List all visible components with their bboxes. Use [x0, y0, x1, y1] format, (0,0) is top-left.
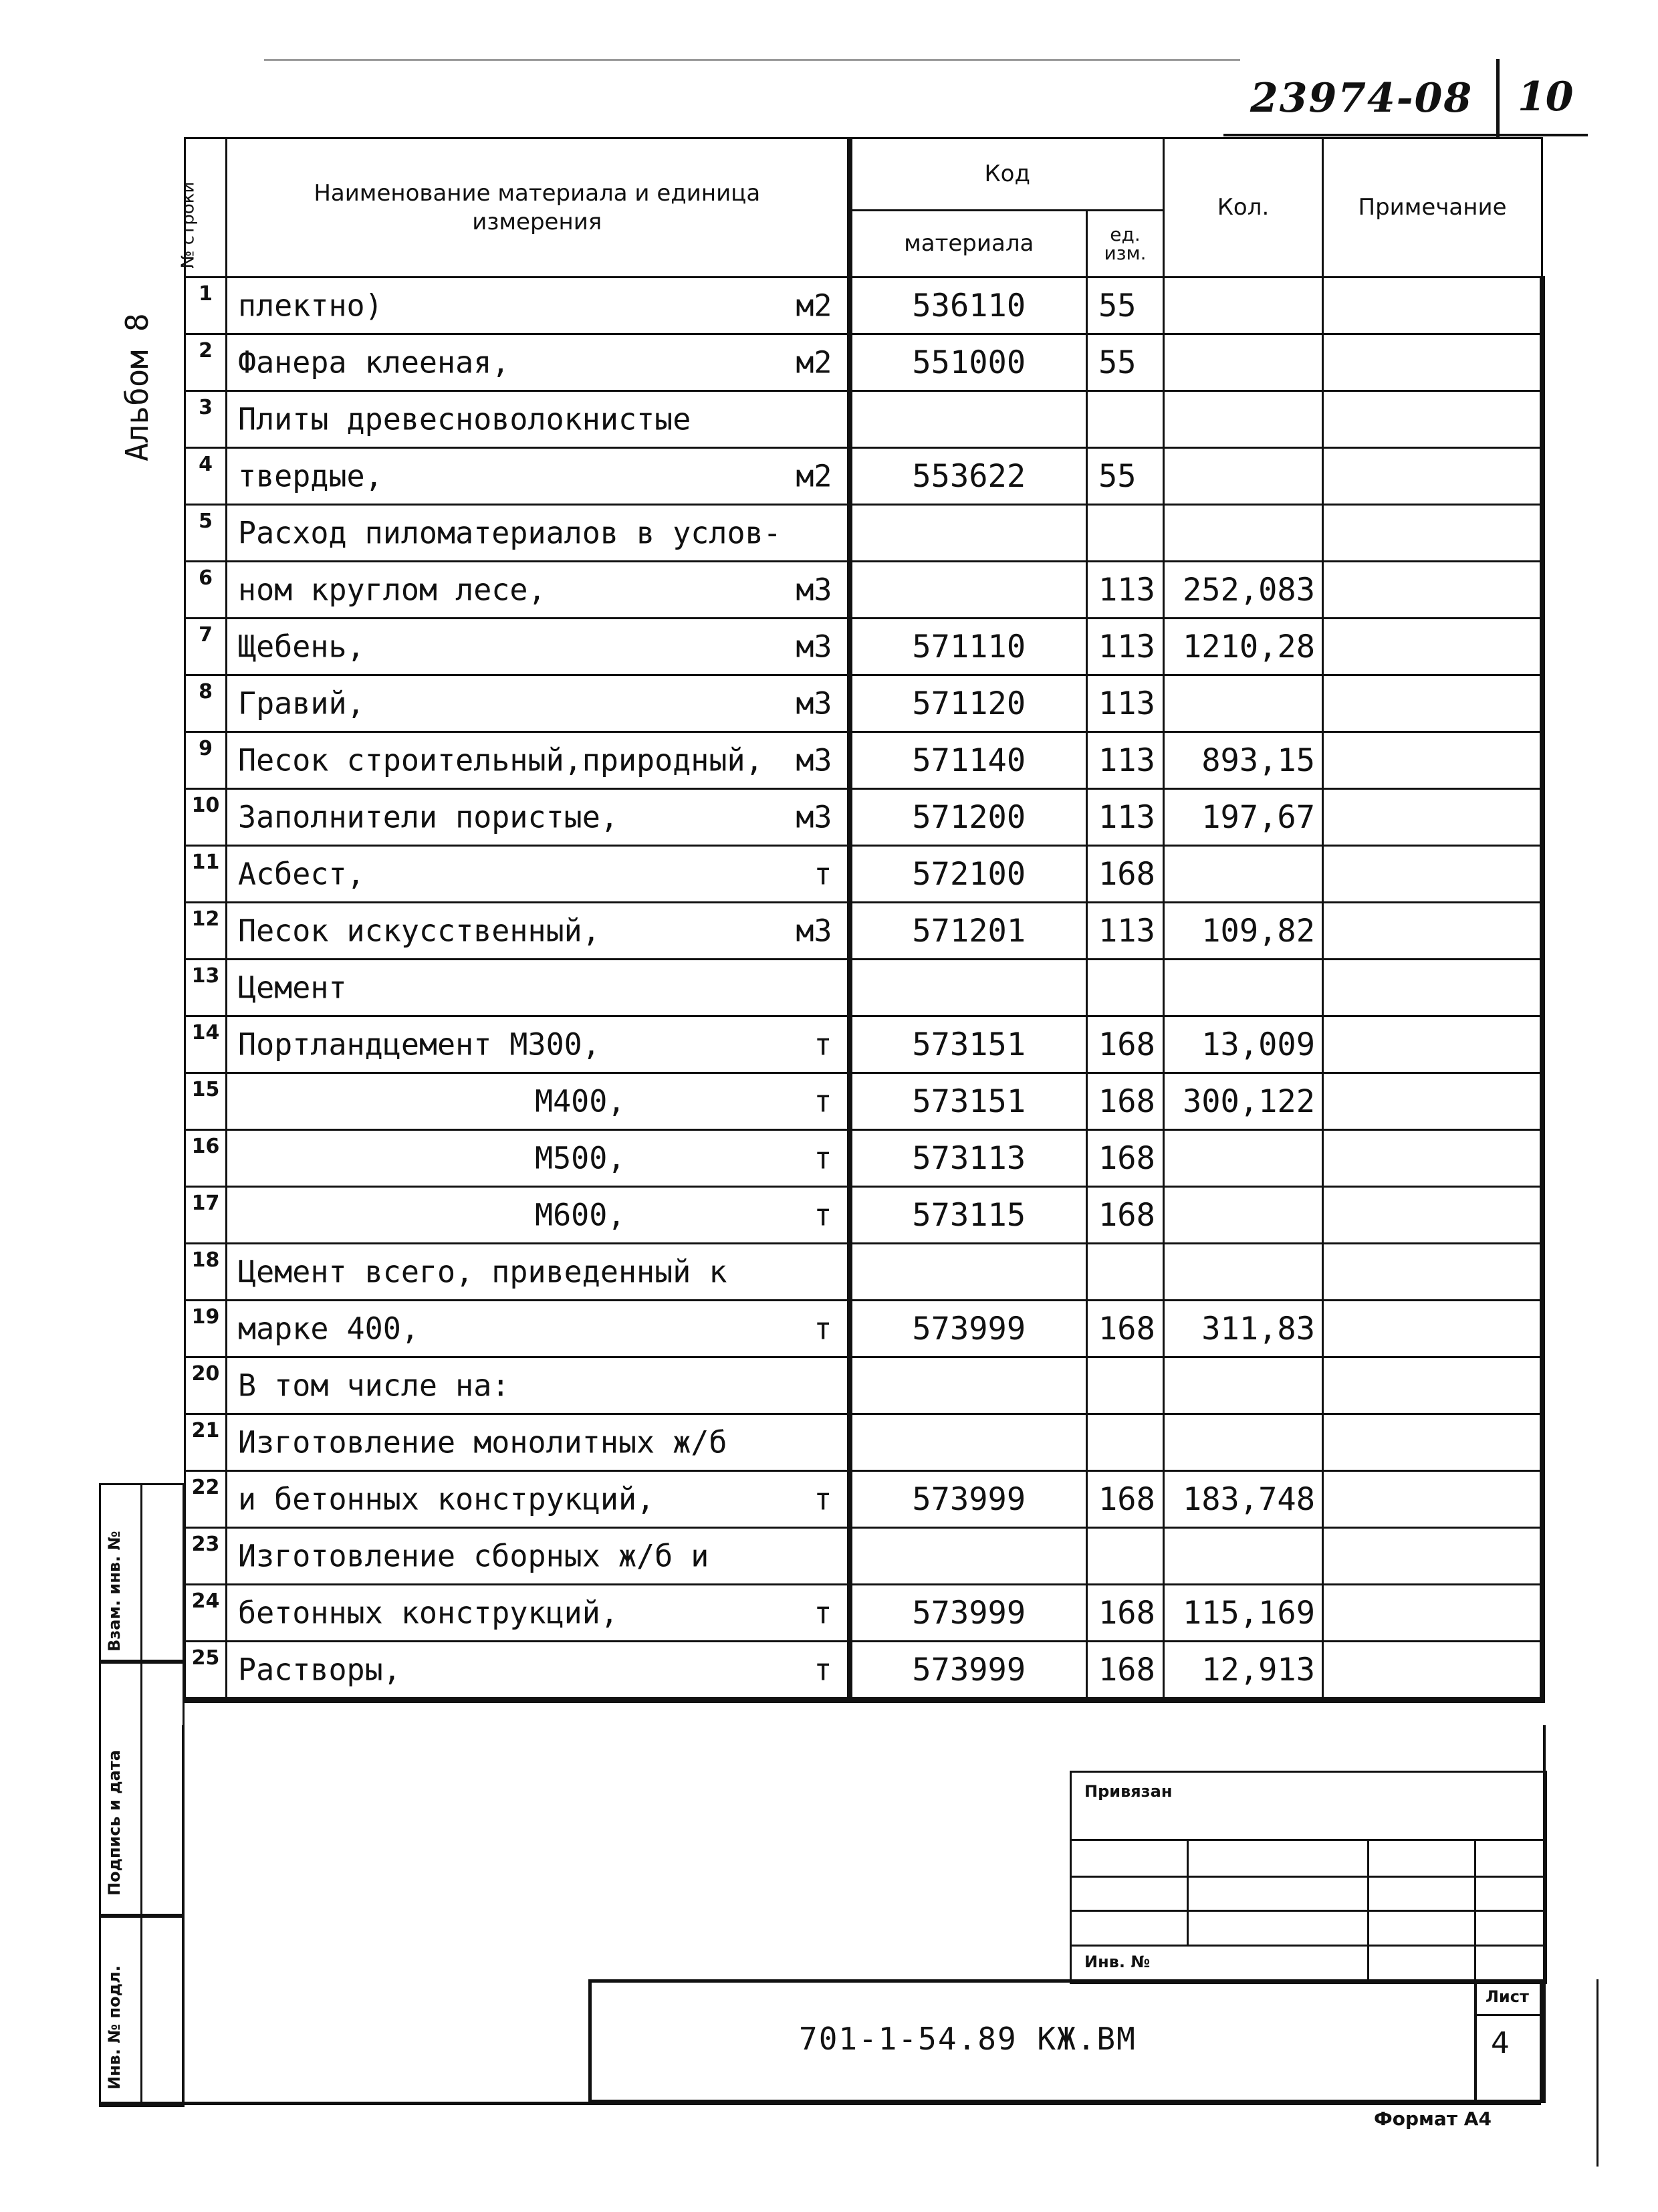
note [1323, 448, 1542, 505]
material-name-cell [227, 1187, 850, 1244]
table-row [185, 448, 1542, 505]
table-row [185, 1471, 1542, 1528]
material-name: Растворы, [238, 1652, 401, 1688]
format-label: Формат А4 [1374, 2108, 1492, 2130]
material-unit: м3 [796, 913, 832, 949]
table-body [185, 278, 1542, 1700]
strip-label-inv: Инв. № подл. [105, 1965, 124, 2090]
table-row [185, 562, 1542, 619]
row-number: 4 [185, 448, 227, 505]
material-code: 573115 [850, 1187, 1087, 1244]
privyazan-line-1 [1070, 1839, 1543, 1841]
quantity [1164, 846, 1323, 903]
quantity [1164, 505, 1323, 562]
strip-label-podpis: Подпись и дата [105, 1750, 124, 1896]
designation-text: 701-1-54.89 КЖ.ВМ [799, 2021, 1137, 2057]
col-header-code-material: материала [850, 211, 1087, 278]
row-number: 20 [185, 1357, 227, 1414]
table-row [185, 960, 1542, 1016]
col-header-code: Код [850, 138, 1164, 211]
quantity [1164, 1187, 1323, 1244]
quantity: 13,009 [1164, 1016, 1323, 1073]
material-name-cell [227, 562, 850, 619]
material-name: М500, [535, 1140, 626, 1176]
privyazan-col-1 [1187, 1839, 1189, 1946]
note [1323, 1585, 1542, 1642]
material-code: 551000 [850, 334, 1087, 391]
material-code: 572100 [850, 846, 1087, 903]
note [1323, 960, 1542, 1016]
unit-code: 113 [1087, 903, 1164, 960]
material-name: бетонных конструкций, [238, 1595, 618, 1631]
table-row [185, 903, 1542, 960]
row-number: 24 [185, 1585, 227, 1642]
table-row [185, 1187, 1542, 1244]
row-number: 9 [185, 732, 227, 789]
table-row [185, 391, 1542, 448]
note [1323, 846, 1542, 903]
table-row [185, 789, 1542, 846]
row-number: 2 [185, 334, 227, 391]
material-code: 536110 [850, 278, 1087, 334]
row-number: 10 [185, 789, 227, 846]
material-code [850, 1528, 1087, 1585]
note [1323, 1528, 1542, 1585]
strip-label-vzam: Взам. инв. № [105, 1531, 124, 1652]
material-name-cell [227, 448, 850, 505]
material-code: 573999 [850, 1301, 1087, 1357]
unit-code: 168 [1087, 1073, 1164, 1130]
note [1323, 1244, 1542, 1301]
row-number: 6 [185, 562, 227, 619]
table-row [185, 1244, 1542, 1301]
material-code: 573151 [850, 1073, 1087, 1130]
material-name-cell [227, 1642, 850, 1700]
material-code: 571120 [850, 675, 1087, 732]
material-unit: т [814, 1311, 832, 1347]
material-name: Портландцемент М300, [238, 1026, 600, 1063]
note [1323, 391, 1542, 448]
row-number: 23 [185, 1528, 227, 1585]
col-header-qty: Кол. [1164, 138, 1323, 278]
quantity: 1210,28 [1164, 619, 1323, 675]
unit-code [1087, 1414, 1164, 1471]
material-code [850, 391, 1087, 448]
row-number: 19 [185, 1301, 227, 1357]
privyazan-line-4 [1070, 1945, 1543, 1947]
note [1323, 1187, 1542, 1244]
quantity [1164, 1357, 1323, 1414]
table-row [185, 1016, 1542, 1073]
material-unit: т [814, 1595, 832, 1631]
quantity [1164, 1414, 1323, 1471]
material-name: Фанера клееная, [238, 344, 510, 380]
unit-code: 113 [1087, 675, 1164, 732]
unit-code: 168 [1087, 1130, 1164, 1187]
material-name-cell [227, 1471, 850, 1528]
material-name: Плиты древесноволокнистые [238, 401, 691, 437]
left-strip-divider [140, 1483, 142, 2103]
table-row [185, 505, 1542, 562]
note [1323, 1357, 1542, 1414]
row-number: 17 [185, 1187, 227, 1244]
material-unit: т [814, 1083, 832, 1119]
table-row [185, 1585, 1542, 1642]
material-name: плектно) [238, 288, 383, 324]
table-row [185, 1642, 1542, 1700]
material-code: 571140 [850, 732, 1087, 789]
unit-code: 168 [1087, 1585, 1164, 1642]
privyazan-line-2 [1070, 1876, 1543, 1878]
material-name: Песок строительный,природный, [238, 742, 763, 778]
quantity [1164, 1130, 1323, 1187]
note [1323, 1642, 1542, 1700]
designation-divider [1474, 1979, 1477, 2103]
material-name: Цемент всего, приведенный к [238, 1254, 727, 1290]
material-name: Изготовление сборных ж/б и [238, 1538, 709, 1574]
material-name: марке 400, [238, 1311, 419, 1347]
material-unit: м3 [796, 629, 832, 665]
unit-code: 113 [1087, 732, 1164, 789]
material-name: ном круглом лесе, [238, 572, 546, 608]
page-number-divider [1496, 59, 1500, 138]
unit-code [1087, 1357, 1164, 1414]
row-number: 1 [185, 278, 227, 334]
material-name: Изготовление монолитных ж/б [238, 1424, 727, 1460]
material-unit: т [814, 1481, 832, 1517]
note [1323, 732, 1542, 789]
material-unit: т [814, 1197, 832, 1233]
unit-code [1087, 391, 1164, 448]
table-row [185, 334, 1542, 391]
note [1323, 1471, 1542, 1528]
note [1323, 278, 1542, 334]
material-name: Гравий, [238, 685, 365, 722]
material-unit: т [814, 856, 832, 892]
material-name-cell [227, 334, 850, 391]
col-header-code-unit: ед. изм. [1087, 211, 1164, 278]
material-name-cell [227, 675, 850, 732]
row-number: 16 [185, 1130, 227, 1187]
inv-no-label: Инв. № [1084, 1953, 1151, 1971]
unit-code: 168 [1087, 1471, 1164, 1528]
quantity [1164, 278, 1323, 334]
row-number: 3 [185, 391, 227, 448]
material-code: 573113 [850, 1130, 1087, 1187]
material-code [850, 505, 1087, 562]
material-code [850, 960, 1087, 1016]
material-name-cell [227, 960, 850, 1016]
material-code: 573999 [850, 1642, 1087, 1700]
row-number: 15 [185, 1073, 227, 1130]
note [1323, 903, 1542, 960]
quantity [1164, 391, 1323, 448]
material-name-cell [227, 1414, 850, 1471]
material-unit: м3 [796, 685, 832, 722]
note [1323, 789, 1542, 846]
unit-code: 55 [1087, 448, 1164, 505]
material-code: 571110 [850, 619, 1087, 675]
quantity: 183,748 [1164, 1471, 1323, 1528]
quantity: 893,15 [1164, 732, 1323, 789]
material-unit: м2 [796, 458, 832, 494]
quantity: 197,67 [1164, 789, 1323, 846]
table-row [185, 1073, 1542, 1130]
table-row [185, 846, 1542, 903]
unit-code: 168 [1087, 846, 1164, 903]
material-name-cell [227, 391, 850, 448]
materials-table [178, 137, 1545, 1703]
material-code [850, 1244, 1087, 1301]
row-number: 18 [185, 1244, 227, 1301]
material-name-cell [227, 505, 850, 562]
unit-code [1087, 960, 1164, 1016]
row-number: 12 [185, 903, 227, 960]
material-name-cell [227, 903, 850, 960]
privyazan-col-2 [1367, 1839, 1369, 1979]
material-name: В том числе на: [238, 1367, 510, 1404]
table-row [185, 1130, 1542, 1187]
material-unit: т [814, 1026, 832, 1063]
quantity [1164, 960, 1323, 1016]
col-header-note: Примечание [1323, 138, 1542, 278]
row-number: 21 [185, 1414, 227, 1471]
row-number: 14 [185, 1016, 227, 1073]
table-row [185, 675, 1542, 732]
table-row [185, 1528, 1542, 1585]
col-header-name: Наименование материала и единица измерения [227, 138, 850, 278]
row-number: 25 [185, 1642, 227, 1700]
material-name-cell [227, 732, 850, 789]
material-unit: м2 [796, 288, 832, 324]
table-row [185, 1301, 1542, 1357]
material-code: 553622 [850, 448, 1087, 505]
page-edge-right [1596, 1979, 1598, 2167]
material-name: Заполнители пористые, [238, 799, 618, 835]
unit-code: 168 [1087, 1016, 1164, 1073]
table-row [185, 1357, 1542, 1414]
quantity [1164, 675, 1323, 732]
sheet-number: 4 [1491, 2026, 1510, 2060]
note [1323, 1130, 1542, 1187]
table-row [185, 732, 1542, 789]
material-name-cell [227, 1357, 850, 1414]
material-name: М400, [535, 1083, 626, 1119]
material-name: Песок искусственный, [238, 913, 600, 949]
material-code [850, 562, 1087, 619]
quantity: 300,122 [1164, 1073, 1323, 1130]
material-name: Асбест, [238, 856, 365, 892]
material-name-cell [227, 1301, 850, 1357]
material-code: 573999 [850, 1585, 1087, 1642]
row-number: 22 [185, 1471, 227, 1528]
table-row [185, 1414, 1542, 1471]
unit-code [1087, 1244, 1164, 1301]
note [1323, 619, 1542, 675]
note [1323, 1301, 1542, 1357]
material-name-cell [227, 1528, 850, 1585]
unit-code [1087, 1528, 1164, 1585]
header-underline [1223, 134, 1588, 136]
row-number: 7 [185, 619, 227, 675]
unit-code: 168 [1087, 1187, 1164, 1244]
quantity: 12,913 [1164, 1642, 1323, 1700]
doc-code: 23974-08 [1250, 75, 1473, 122]
material-code: 573999 [850, 1471, 1087, 1528]
material-name-cell [227, 1585, 850, 1642]
quantity [1164, 1244, 1323, 1301]
quantity [1164, 334, 1323, 391]
album-label: Альбом 8 [119, 313, 155, 461]
quantity [1164, 448, 1323, 505]
material-name-cell [227, 789, 850, 846]
note [1323, 1073, 1542, 1130]
material-name-cell [227, 1016, 850, 1073]
quantity: 252,083 [1164, 562, 1323, 619]
col-header-rownum: № строки [185, 138, 227, 278]
scan-artifact-line [264, 59, 1240, 61]
unit-code [1087, 505, 1164, 562]
material-code: 571201 [850, 903, 1087, 960]
unit-code: 113 [1087, 789, 1164, 846]
material-name: твердые, [238, 458, 383, 494]
sheet-label: Лист [1486, 1987, 1529, 2006]
table-row [185, 619, 1542, 675]
material-code: 571200 [850, 789, 1087, 846]
material-name: Цемент [238, 970, 347, 1006]
unit-code: 168 [1087, 1642, 1164, 1700]
unit-code: 168 [1087, 1301, 1164, 1357]
material-name-cell [227, 1130, 850, 1187]
privyazan-label: Привязан [1084, 1782, 1173, 1801]
material-name: и бетонных конструкций, [238, 1481, 655, 1517]
unit-code: 55 [1087, 278, 1164, 334]
unit-code: 113 [1087, 619, 1164, 675]
material-code: 573151 [850, 1016, 1087, 1073]
material-unit: м3 [796, 799, 832, 835]
material-unit: т [814, 1652, 832, 1688]
privyazan-col-3 [1474, 1839, 1476, 1979]
material-unit: м3 [796, 742, 832, 778]
material-name: М600, [535, 1197, 626, 1233]
privyazan-line-3 [1070, 1910, 1543, 1912]
row-number: 11 [185, 846, 227, 903]
page-number: 10 [1518, 74, 1574, 120]
material-unit: т [814, 1140, 832, 1176]
note [1323, 675, 1542, 732]
quantity: 115,169 [1164, 1585, 1323, 1642]
quantity: 109,82 [1164, 903, 1323, 960]
material-name: Расход пиломатериалов в услов- [238, 515, 782, 551]
note [1323, 505, 1542, 562]
note [1323, 1016, 1542, 1073]
row-number: 5 [185, 505, 227, 562]
material-name-cell [227, 846, 850, 903]
table-row [185, 278, 1542, 334]
unit-code: 113 [1087, 562, 1164, 619]
material-name: Щебень, [238, 629, 365, 665]
material-name-cell [227, 278, 850, 334]
row-number: 13 [185, 960, 227, 1016]
sheet-divider [1474, 2014, 1543, 2016]
row-number: 8 [185, 675, 227, 732]
note [1323, 334, 1542, 391]
material-unit: м2 [796, 344, 832, 380]
note [1323, 1414, 1542, 1471]
material-code [850, 1357, 1087, 1414]
material-name-cell [227, 1244, 850, 1301]
material-name-cell [227, 619, 850, 675]
quantity: 311,83 [1164, 1301, 1323, 1357]
material-code [850, 1414, 1087, 1471]
unit-code: 55 [1087, 334, 1164, 391]
material-name-cell [227, 1073, 850, 1130]
quantity [1164, 1528, 1323, 1585]
material-unit: м3 [796, 572, 832, 608]
note [1323, 562, 1542, 619]
